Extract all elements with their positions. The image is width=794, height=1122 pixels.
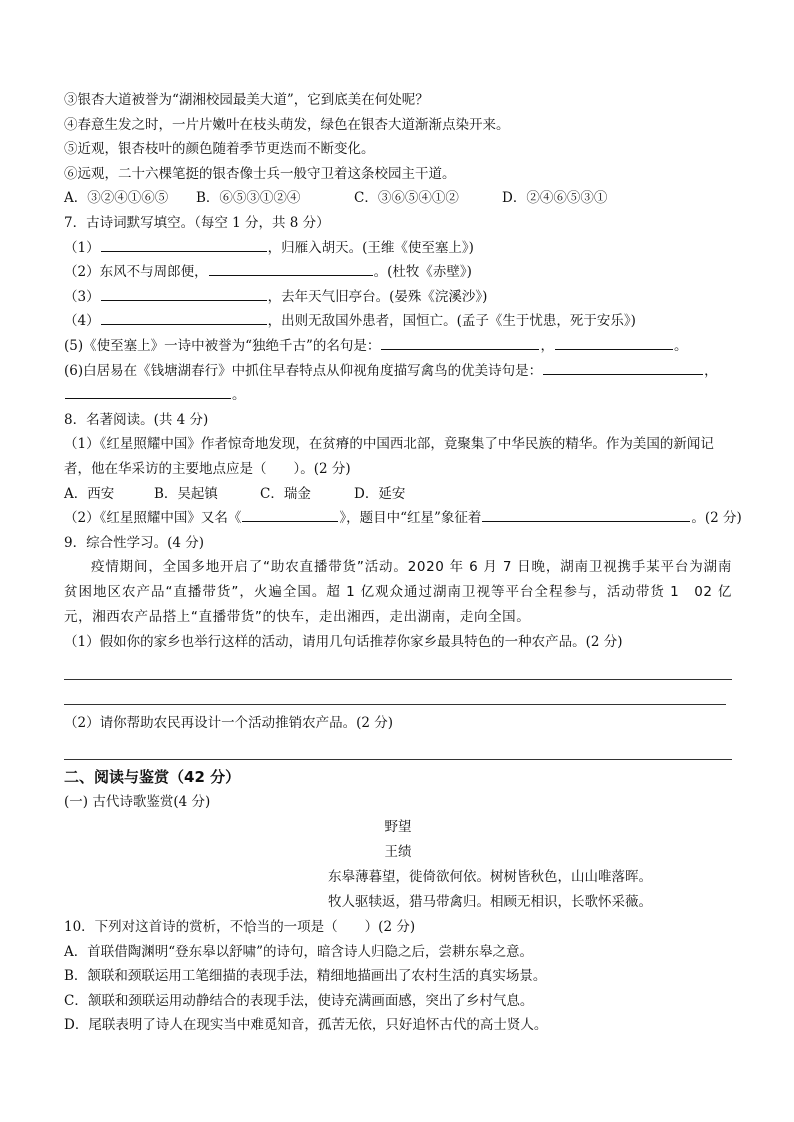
poem-title: 野望 <box>384 819 412 836</box>
q10-option-d[interactable]: D．尾联表明了诗人在现实当中难觅知音，孤苦无依，只好追怀古代的高士贤人。 <box>64 1017 548 1034</box>
blank[interactable] <box>242 506 338 522</box>
answer-line[interactable] <box>64 655 732 680</box>
q9-title: 9．综合性学习。(4 分) <box>64 534 205 551</box>
q8-title: 8．名著阅读。(共 4 分) <box>64 411 209 428</box>
section-2-sub-1: (一) 古代诗歌鉴赏(4 分) <box>64 794 211 811</box>
q6-options <box>64 186 732 211</box>
q8-options <box>64 482 732 507</box>
poem-line-1: 东皋薄暮望，徙倚欲何依。树树皆秋色，山山唯落晖。 <box>328 869 652 886</box>
q9-question-1: （1）假如你的家乡也举行这样的活动，请用几句话推荐你家乡最具特色的一种农产品。(2 分) <box>64 634 623 651</box>
q10-option-c[interactable]: C．颔联和颈联运用动静结合的表现手法，使诗充满画面感，突出了乡村气息。 <box>64 992 534 1009</box>
blank[interactable] <box>381 334 539 350</box>
q6-sentence-6: ⑥远观，二十六棵笔挺的银杏像士兵一般守卫着这条校园主干道。 <box>64 165 456 182</box>
q6-option-b[interactable]: B．⑥⑤③①②④ <box>196 190 301 207</box>
q8-option-c[interactable]: C．瑞金 <box>260 485 311 502</box>
q6-option-d[interactable]: D．②④⑥⑤③① <box>502 190 608 207</box>
answer-line[interactable] <box>64 680 726 705</box>
q7-line-3: （3） ，去年天气旧亭台。(晏殊《浣溪沙》) <box>64 285 732 310</box>
q10-stem: 10．下列对这首诗的赏析，不恰当的一项是（ ）(2 分) <box>64 919 416 936</box>
q8-option-d[interactable]: D．延安 <box>354 485 406 502</box>
q9-passage: 疫情期间，全国多地开启了“助农直播带货”活动。2020 年 6 月 7 日晚，湖南卫视携手某平台为湖南贫困地区农产品“直播带货”，火遍全国。超 1 亿观众通过湖南卫视等平台全程参与，活动带货 1 02 亿元，湘西农产品搭上“直播带货”的快车，走出湘西，走出湖南，走向全国。 <box>64 559 732 626</box>
blank[interactable] <box>101 309 267 325</box>
q8-part1-a: （1）《红星照耀中国》作者惊奇地发现，在贫瘠的中国西北部，竟聚集了中华民族的精华。作为美国的新闻记 <box>64 436 714 453</box>
q8-option-b[interactable]: B．吴起镇 <box>154 485 218 502</box>
q6-sentence-4: ④春意生发之时，一片片嫩叶在枝头萌发，绿色在银杏大道渐渐点染开来。 <box>64 116 510 133</box>
poem-block <box>64 815 732 915</box>
q7-line-5: (5)《使至塞上》一诗中被誉为“独绝千古”的名句是： ， 。 <box>64 334 732 359</box>
poem-author: 王绩 <box>384 844 412 861</box>
q6-sentence-5: ⑤近观，银杏枝叶的颜色随着季节更迭而不断变化。 <box>64 141 375 158</box>
q8-option-a[interactable]: A．西安 <box>64 485 115 502</box>
q6-option-c[interactable]: C．③⑥⑤④①② <box>354 190 459 207</box>
q7-title: 7．古诗词默写填空。（每空 1 分，共 8 分） <box>64 214 330 231</box>
q8-part2: （2）《红星照耀中国》又名《 》，题目中“红星”象征着 。(2 分) <box>64 506 732 531</box>
exam-page <box>64 88 742 1038</box>
q6-sentence-3: ③银杏大道被誉为“湖湘校园最美大道”，它到底美在何处呢？ <box>64 92 429 108</box>
blank[interactable] <box>543 359 703 375</box>
blank[interactable] <box>555 334 673 350</box>
blank[interactable] <box>101 285 267 301</box>
answer-line[interactable] <box>64 735 732 760</box>
q7-line-4: （4） ，出则无敌国外患者，国恒亡。(孟子《生于忧患，死于安乐》) <box>64 309 732 334</box>
q10-option-a[interactable]: A．首联借陶渊明“登东皋以舒啸”的诗句，暗含诗人归隐之后，尝耕东皋之意。 <box>64 943 534 960</box>
blank[interactable] <box>482 506 690 522</box>
q6-option-a[interactable]: A．③②④①⑥⑤ <box>64 190 169 207</box>
q10-option-b[interactable]: B．颔联和颈联运用工笔细描的表现手法，精细地描画出了农村生活的真实场景。 <box>64 968 547 985</box>
emphasis-text: 不恰当 <box>229 919 271 936</box>
poem-line-2: 牧人驱犊返，猎马带禽归。相顾无相识，长歌怀采薇。 <box>328 894 652 911</box>
q7-line-6: (6)白居易在《钱塘湖春行》中抓住早春特点从仰视角度描写禽鸟的优美诗句是： ， <box>64 359 732 384</box>
q8-part1-b: 者，他在华采访的主要地点应是（ ）。(2 分) <box>64 460 351 477</box>
q7-line-2: （2）东风不与周郎便， 。(杜牧《赤壁》) <box>64 260 732 285</box>
blank[interactable] <box>209 260 373 276</box>
blank[interactable] <box>101 236 267 252</box>
q7-line-6-cont: 。 <box>64 383 732 408</box>
section-2-title: 二、阅读与鉴赏（42 分） <box>64 768 241 787</box>
blank[interactable] <box>65 383 231 399</box>
q9-question-2: （2）请你帮助农民再设计一个活动推销农产品。(2 分) <box>64 714 394 731</box>
q7-line-1: （1） ，归雁入胡天。(王维《使至塞上》) <box>64 236 732 261</box>
